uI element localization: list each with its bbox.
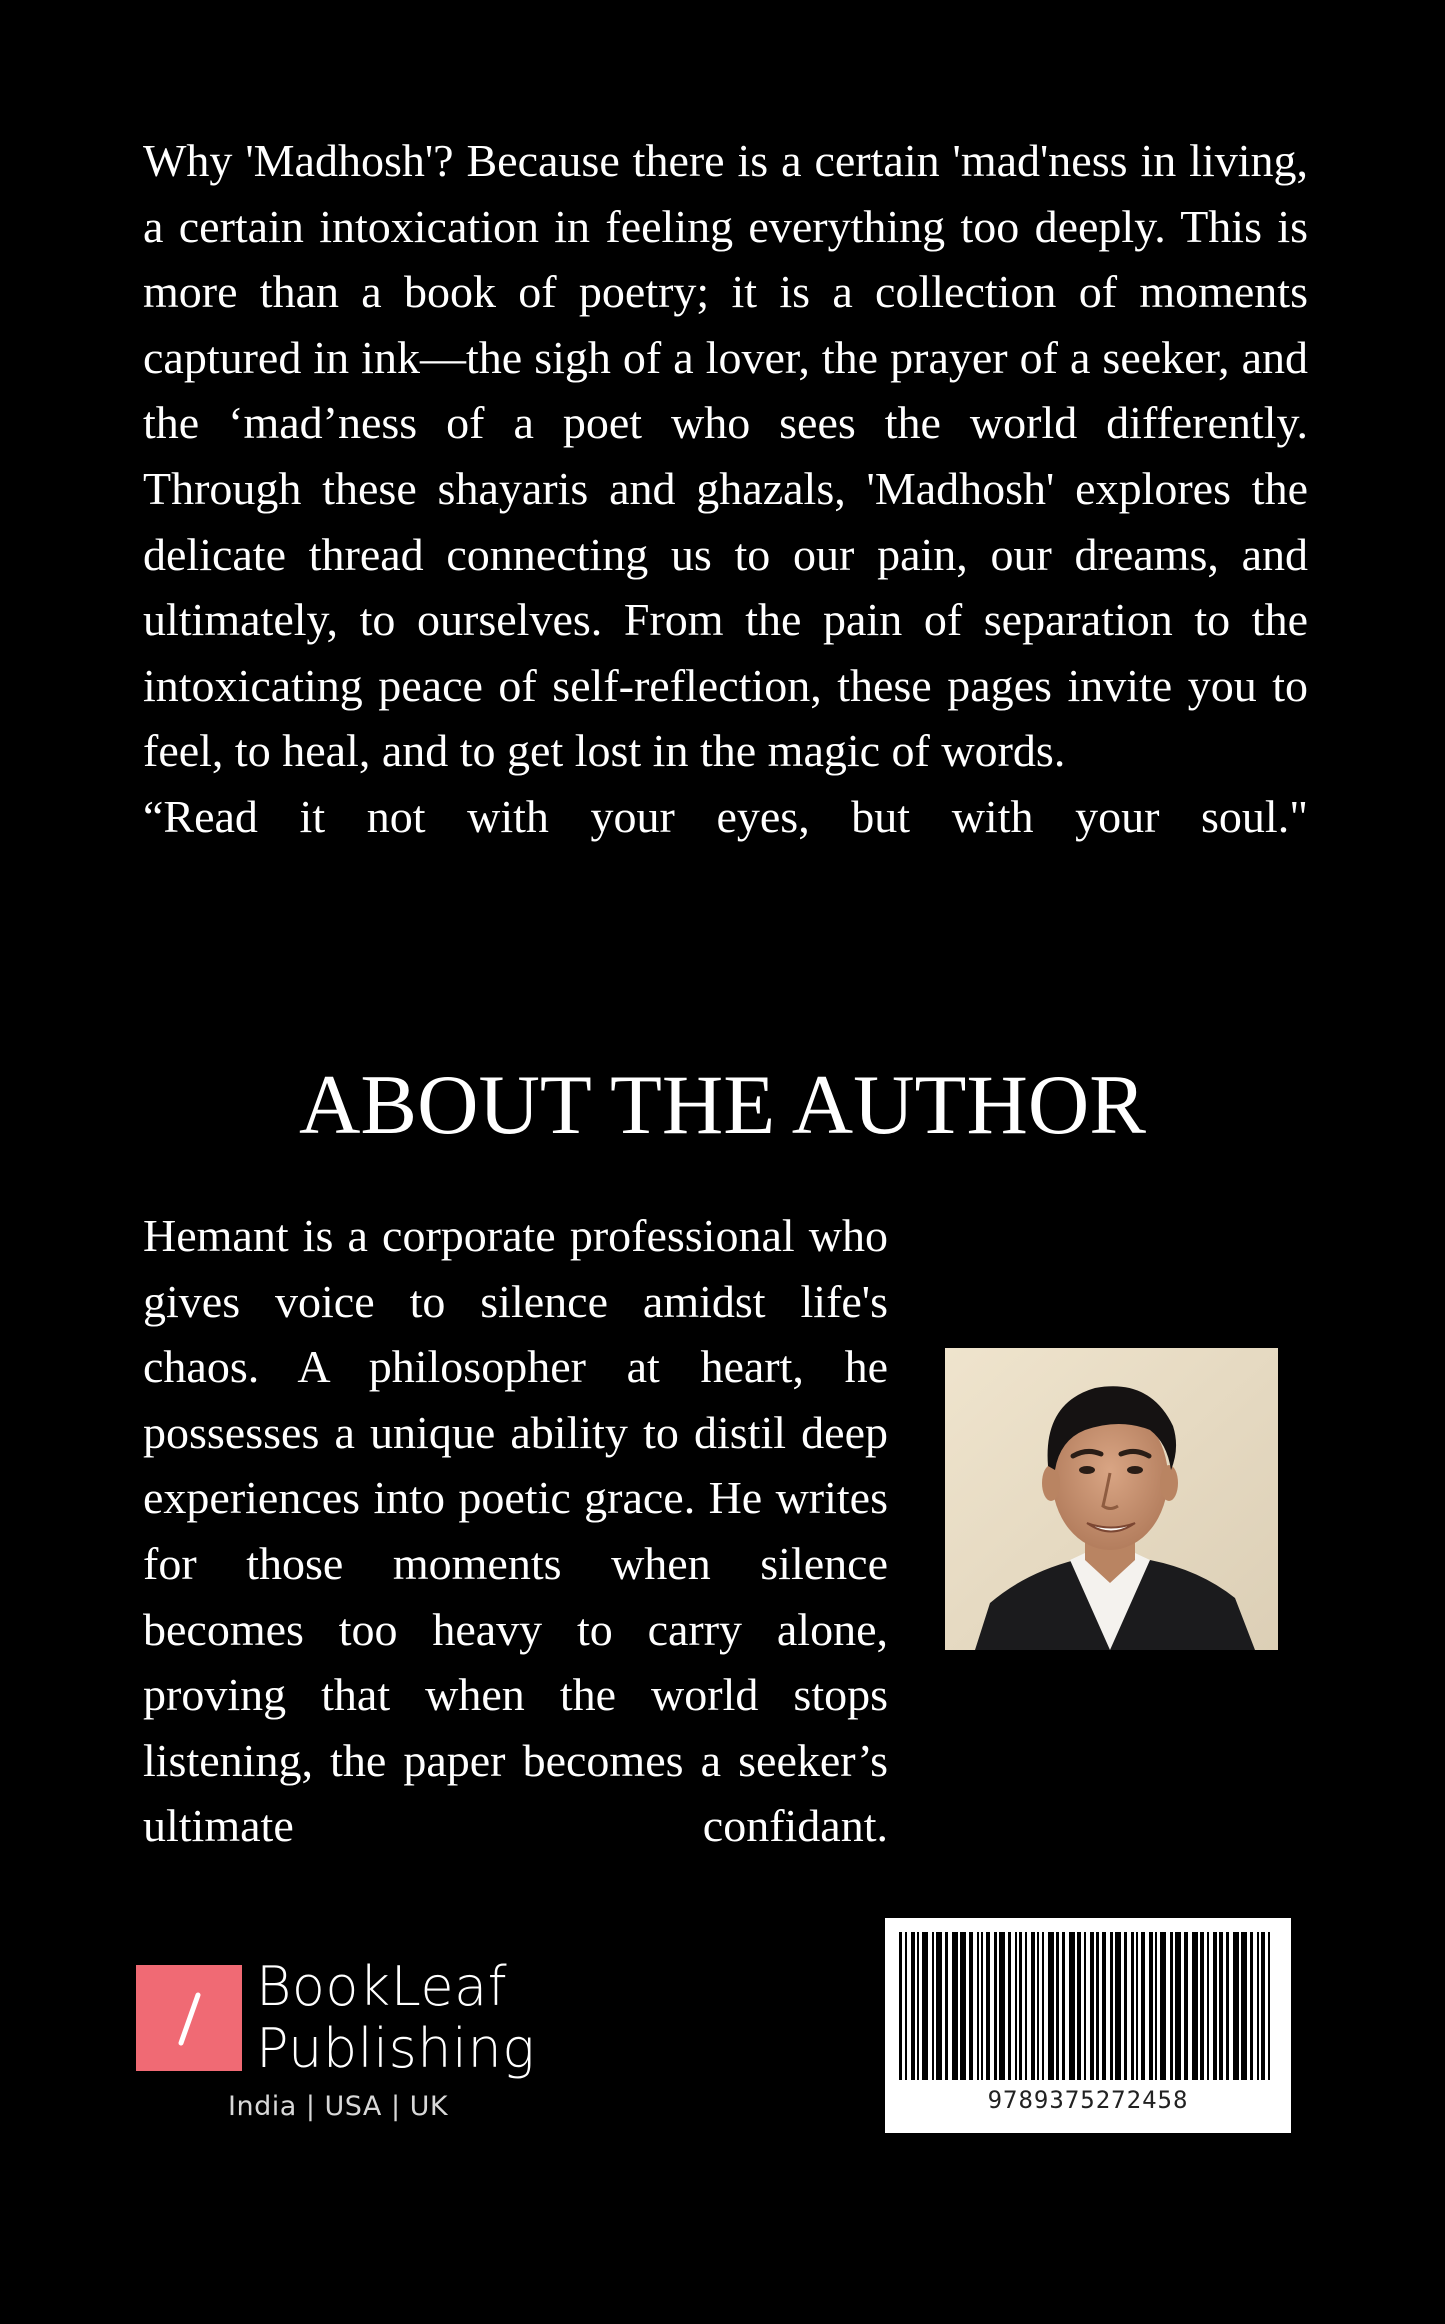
author-photo: [945, 1348, 1278, 1650]
barcode-bar: [960, 1932, 966, 2080]
barcode-bar: [1102, 1932, 1106, 2080]
barcode-bar: [1219, 1932, 1223, 2080]
barcode-bar: [1131, 1932, 1134, 2080]
barcode-bar: [1069, 1932, 1075, 2080]
barcode-bar: [1037, 1932, 1039, 2080]
barcode-bar: [905, 1932, 907, 2080]
book-blurb: [143, 128, 1308, 850]
barcode-bar: [1241, 1932, 1247, 2080]
isbn-barcode: [885, 1918, 1291, 2133]
blurb-main: Why 'Madhosh'? Because there is a certain 'mad'ness in living, a certain intoxication in feeling everything too deeply. This is more than a book of poetry; it is a collection of moments captured in ink—the sigh of a lover, the prayer of a seeker, and the ‘mad’ness of a poet who sees the world differently. Through these shayaris and ghazals, 'Madhosh' explores the delicate thread connecting us to our pain, our dreams, and ultimately, to ourselves. From the pain of separation to the intoxicating peace of self-reflection, these pages invite you to feel, to heal, and to get lost in the magic of words.: [143, 135, 1308, 777]
barcode-bar: [969, 1932, 973, 2080]
barcode-bar: [1019, 1932, 1022, 2080]
barcode-bar: [932, 1932, 934, 2080]
barcode-bar: [977, 1932, 979, 2080]
barcode-bar: [1110, 1932, 1113, 2080]
barcode-bar: [1008, 1932, 1011, 2080]
barcode-bar: [1096, 1932, 1099, 2080]
barcode-bar: [1155, 1932, 1157, 2080]
publisher-name: [256, 1956, 535, 2080]
barcode-bar: [952, 1932, 958, 2080]
barcode-bar: [1077, 1932, 1081, 2080]
barcode-bar: [994, 1932, 997, 2080]
publisher-name-line2: Publishing: [256, 2017, 536, 2080]
publisher-name-line1: BookLeaf: [256, 1955, 508, 2018]
author-bio: Hemant is a corporate professional who gives voice to silence amidst life's chaos. A philosopher at heart, he possesses a unique ability to distil deep experiences into poetic grace. He writes for those moments when silence becomes too heavy to carry alone, proving that when the world stops listening, the paper becomes a seeker’s ultimate confidant.: [143, 1210, 888, 1852]
barcode-bar: [1250, 1932, 1253, 2080]
barcode-bar: [1115, 1932, 1121, 2080]
barcode-bar: [999, 1932, 1005, 2080]
barcode-bar: [1170, 1932, 1173, 2080]
barcode-bar: [1233, 1932, 1239, 2080]
barcode-bar: [1042, 1932, 1044, 2080]
barcode-bar: [1261, 1932, 1265, 2080]
barcode-bar: [1160, 1932, 1166, 2080]
publisher-logo-icon: [136, 1965, 242, 2071]
barcode-bar: [1048, 1932, 1054, 2080]
barcode-bar: [1149, 1932, 1153, 2080]
barcode-bar: [1226, 1932, 1229, 2080]
barcode-bar: [986, 1932, 990, 2080]
barcode-bar: [1015, 1932, 1017, 2080]
barcode-bar: [945, 1932, 948, 2080]
barcode-bar: [922, 1932, 928, 2080]
barcode-bar: [936, 1932, 942, 2080]
barcode-bar: [1213, 1932, 1217, 2080]
isbn-number: 9789375272458: [987, 2086, 1189, 2114]
barcode-bar: [1090, 1932, 1094, 2080]
barcode-bar: [899, 1932, 902, 2080]
about-author-heading: ABOUT THE AUTHOR: [299, 1058, 1146, 1152]
barcode-bar: [981, 1932, 983, 2080]
barcode-bar: [1056, 1932, 1059, 2080]
barcode-bar: [1025, 1932, 1027, 2080]
barcode-bar: [1084, 1932, 1086, 2080]
barcode-bar: [1192, 1932, 1198, 2080]
barcode-bar: [1141, 1932, 1145, 2080]
barcode-bar: [917, 1932, 919, 2080]
barcode-bar: [1136, 1932, 1138, 2080]
barcode-bar: [1268, 1932, 1270, 2080]
barcode-bar: [911, 1932, 915, 2080]
barcode-bar: [1031, 1932, 1035, 2080]
barcode-bar: [1184, 1932, 1188, 2080]
barcode-bar: [1200, 1932, 1204, 2080]
barcode-bar: [1257, 1932, 1259, 2080]
barcode-bar: [1207, 1932, 1209, 2080]
barcode-bar: [1175, 1932, 1181, 2080]
publisher-regions: India | USA | UK: [228, 2091, 449, 2122]
barcode-bar: [1062, 1932, 1065, 2080]
blurb-quote: “Read it not with your eyes, but with your soul.": [143, 790, 1308, 842]
barcode-bar: [1124, 1932, 1127, 2080]
